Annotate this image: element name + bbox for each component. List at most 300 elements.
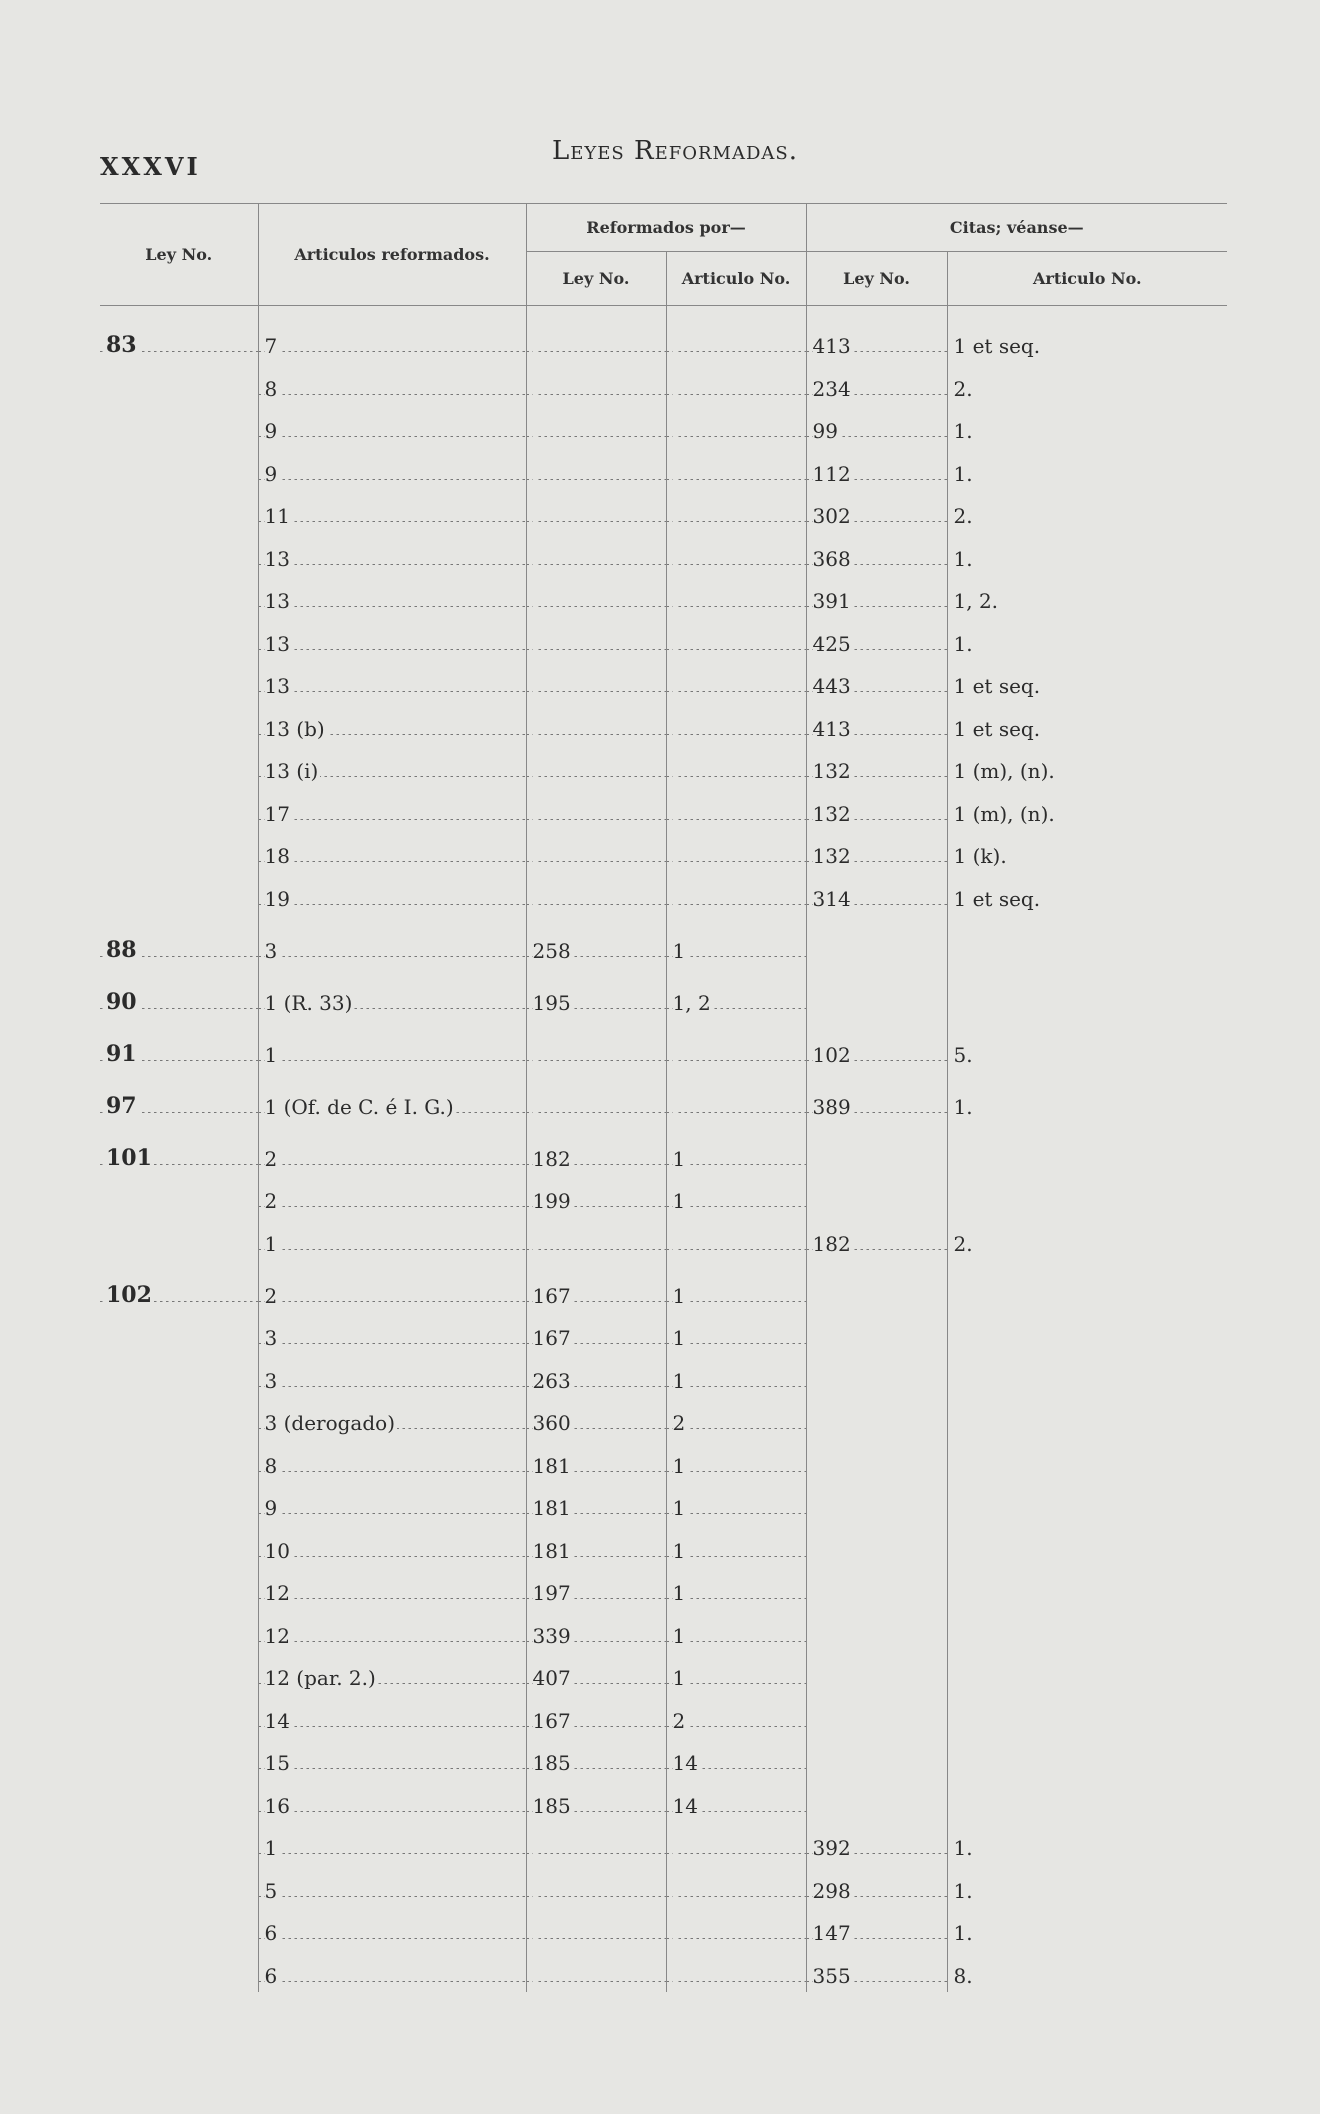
cell-reformado-ley-no-text: [533, 844, 535, 868]
cell-cita-articulo-no-text: 2.: [953, 1231, 973, 1256]
cell-reformado-articulo-no-text: [673, 1964, 675, 1988]
cell-cita-articulo-no-text: [954, 991, 956, 1015]
cell-reformado-articulo-no-text: [673, 589, 675, 613]
cell-ley-no-text: [106, 1579, 108, 1605]
cell-cita-ley-no: [806, 787, 947, 830]
cell-reformado-articulo-no-text: 1: [672, 1146, 686, 1171]
cell-cita-articulo-no-text: 1 et seq.: [953, 674, 1041, 698]
cell-cita-ley-no: [806, 1907, 947, 1950]
cell-reformado-ley-no-text: 181: [532, 1453, 571, 1478]
cell-articulo-reformado: [258, 1864, 526, 1907]
cell-ley-no-text: [106, 1494, 108, 1520]
cell-cita-articulo-no-text: 2.: [953, 376, 973, 401]
table-row: [100, 702, 1227, 745]
cell-cita-articulo-no: [947, 967, 1227, 1019]
cell-cita-ley-no: [806, 1354, 947, 1397]
cell-ley-no-text: 83: [106, 332, 137, 358]
cell-ley-no-text: [106, 375, 108, 401]
cell-cita-articulo-no: [947, 362, 1227, 405]
cell-cita-articulo-no: [947, 1482, 1227, 1525]
cell-reformado-articulo-no-text: [673, 674, 675, 698]
cell-reformado-articulo-no-text: 1: [672, 1623, 686, 1648]
cell-ley-no-text: [106, 1834, 108, 1860]
cell-reformado-ley-no-text: [533, 802, 535, 826]
cell-ley-no-text: [106, 545, 108, 571]
cell-articulo-reformado: [258, 306, 526, 363]
cell-ley-no-text: [106, 1919, 108, 1945]
cell-articulo-reformado-text: 17: [264, 801, 290, 826]
cell-ley-no-text: [106, 1792, 108, 1818]
cell-articulo-reformado-text: 8: [264, 1453, 278, 1478]
page-title: Leyes Reformadas.: [552, 136, 798, 166]
cell-reformado-ley-no: [526, 1694, 666, 1737]
header-ley-no: Ley No.: [100, 204, 258, 306]
cell-ley-no: [100, 532, 258, 575]
cell-cita-articulo-no-text: [954, 1326, 956, 1350]
cell-reformado-articulo-no: [666, 1822, 806, 1865]
cell-cita-articulo-no: [947, 1652, 1227, 1695]
cell-reformado-articulo-no: [666, 617, 806, 660]
cell-cita-articulo-no: [947, 1397, 1227, 1440]
cell-articulo-reformado: [258, 1217, 526, 1260]
cell-articulo-reformado: [258, 1175, 526, 1218]
cell-reformado-ley-no-text: [533, 1095, 535, 1119]
cell-cita-ley-no-text: [813, 991, 815, 1015]
cell-cita-ley-no: [806, 1949, 947, 1992]
cell-reformado-articulo-no: [666, 1779, 806, 1822]
cell-cita-ley-no-text: [813, 1147, 815, 1171]
table-row: [100, 1524, 1227, 1567]
cell-cita-articulo-no: [947, 490, 1227, 533]
cell-cita-ley-no: [806, 1260, 947, 1312]
table-row: [100, 1949, 1227, 1992]
cell-ley-no: [100, 362, 258, 405]
cell-reformado-articulo-no-text: [673, 717, 675, 741]
cell-cita-ley-no: [806, 660, 947, 703]
cell-reformado-ley-no: [526, 575, 666, 618]
cell-reformado-articulo-no-text: 1: [672, 1666, 686, 1690]
cell-articulo-reformado-text: 1: [264, 1836, 278, 1860]
cell-ley-no-text: [106, 1324, 108, 1350]
cell-articulo-reformado-text: 12: [264, 1581, 290, 1605]
cell-reformado-ley-no-text: [533, 1921, 535, 1945]
cell-reformado-ley-no-text: [533, 717, 535, 741]
cell-ley-no-text: [106, 1707, 108, 1733]
cell-cita-ley-no: [806, 1397, 947, 1440]
cell-reformado-ley-no-text: [533, 632, 535, 656]
cell-reformado-articulo-no: [666, 1260, 806, 1312]
cell-cita-articulo-no-text: [954, 939, 956, 963]
cell-articulo-reformado: [258, 1524, 526, 1567]
cell-reformado-articulo-no-text: 2: [672, 1411, 686, 1435]
cell-reformado-articulo-no-text: 1: [672, 1538, 686, 1563]
cell-articulo-reformado: [258, 660, 526, 703]
table-row: [100, 1907, 1227, 1950]
cell-cita-ley-no-text: [813, 1666, 815, 1690]
table-row: [100, 660, 1227, 703]
cell-cita-articulo-no-text: 2.: [953, 504, 973, 528]
table-row: [100, 967, 1227, 1019]
cell-ley-no: [100, 1652, 258, 1695]
cell-articulo-reformado-text: 6: [264, 1963, 278, 1988]
cell-ley-no: [100, 1071, 258, 1123]
cell-ley-no: [100, 830, 258, 873]
cell-articulo-reformado: [258, 575, 526, 618]
cell-cita-articulo-no-text: [954, 1411, 956, 1435]
cell-articulo-reformado-text: 12 (par. 2.): [264, 1666, 376, 1690]
cell-articulo-reformado: [258, 915, 526, 967]
laws-table: [100, 203, 1227, 1992]
cell-reformado-articulo-no: [666, 1217, 806, 1260]
cell-reformado-ley-no: [526, 967, 666, 1019]
cell-articulo-reformado-text: 2: [264, 1146, 278, 1171]
cell-reformado-articulo-no-text: [673, 1921, 675, 1945]
table-row: [100, 915, 1227, 967]
cell-articulo-reformado: [258, 1260, 526, 1312]
cell-articulo-reformado-text: 13 (b): [264, 716, 325, 741]
table-row: [100, 1123, 1227, 1175]
cell-cita-articulo-no-text: [954, 1624, 956, 1648]
cell-reformado-ley-no-text: [533, 1043, 535, 1067]
cell-cita-ley-no-text: 391: [812, 589, 851, 613]
cell-reformado-ley-no-text: 185: [532, 1793, 571, 1818]
cell-articulo-reformado: [258, 787, 526, 830]
cell-reformado-articulo-no-text: [673, 1232, 675, 1256]
cell-articulo-reformado-text: 2: [264, 1189, 278, 1213]
cell-ley-no-text: [106, 587, 108, 613]
cell-cita-ley-no: [806, 1609, 947, 1652]
cell-cita-ley-no-text: [813, 1709, 815, 1733]
cell-cita-articulo-no: [947, 1609, 1227, 1652]
cell-cita-articulo-no-text: [954, 1284, 956, 1308]
table-row: [100, 1439, 1227, 1482]
cell-reformado-articulo-no-text: 2: [672, 1708, 686, 1733]
cell-cita-ley-no: [806, 1737, 947, 1780]
cell-articulo-reformado: [258, 1652, 526, 1695]
cell-cita-articulo-no: [947, 1567, 1227, 1610]
cell-reformado-articulo-no-text: 1: [672, 1368, 686, 1393]
cell-reformado-ley-no: [526, 1439, 666, 1482]
cell-cita-articulo-no-text: 1 et seq.: [953, 716, 1041, 741]
cell-reformado-articulo-no: [666, 702, 806, 745]
table-row: [100, 1397, 1227, 1440]
cell-cita-articulo-no-text: 1 (k).: [953, 844, 1007, 868]
cell-reformado-articulo-no: [666, 1864, 806, 1907]
cell-articulo-reformado: [258, 532, 526, 575]
cell-cita-articulo-no: [947, 1694, 1227, 1737]
cell-articulo-reformado: [258, 1737, 526, 1780]
table-row: [100, 1567, 1227, 1610]
cell-cita-ley-no-text: [813, 1751, 815, 1775]
cell-reformado-articulo-no-text: [673, 334, 675, 358]
cell-cita-articulo-no-text: [954, 1539, 956, 1563]
cell-cita-articulo-no: [947, 575, 1227, 618]
cell-reformado-ley-no-text: [533, 674, 535, 698]
cell-cita-ley-no-text: 368: [812, 546, 851, 571]
table-row: [100, 1737, 1227, 1780]
cell-articulo-reformado-text: 11: [264, 504, 290, 528]
header-articulos-reformados: Articulos reformados.: [258, 204, 526, 306]
cell-cita-ley-no: [806, 1123, 947, 1175]
cell-articulo-reformado: [258, 1907, 526, 1950]
cell-reformado-ley-no: [526, 1260, 666, 1312]
cell-ley-no: [100, 1949, 258, 1992]
cell-reformado-articulo-no: [666, 306, 806, 363]
cell-cita-articulo-no: [947, 1524, 1227, 1567]
cell-reformado-articulo-no-text: [673, 547, 675, 571]
cell-cita-ley-no-text: 112: [812, 461, 851, 486]
cell-reformado-ley-no: [526, 1822, 666, 1865]
cell-articulo-reformado-text: 1 (R. 33): [264, 990, 353, 1015]
table-body: [100, 306, 1227, 1992]
cell-cita-ley-no: [806, 1312, 947, 1355]
cell-ley-no: [100, 702, 258, 745]
cell-reformado-articulo-no-text: 1: [672, 1326, 686, 1350]
cell-articulo-reformado-text: 13: [264, 589, 290, 613]
cell-cita-ley-no-text: 182: [812, 1231, 851, 1256]
cell-cita-ley-no-text: [813, 1496, 815, 1520]
cell-cita-ley-no-text: [813, 1284, 815, 1308]
cell-reformado-articulo-no: [666, 1354, 806, 1397]
cell-reformado-articulo-no: [666, 490, 806, 533]
cell-ley-no-text: [106, 460, 108, 486]
cell-reformado-articulo-no-text: [673, 802, 675, 826]
cell-ley-no-text: [106, 885, 108, 911]
cell-articulo-reformado: [258, 702, 526, 745]
cell-reformado-ley-no: [526, 1123, 666, 1175]
table-row: [100, 362, 1227, 405]
cell-articulo-reformado-text: 13 (i): [264, 759, 319, 783]
cell-reformado-ley-no: [526, 306, 666, 363]
cell-articulo-reformado-text: 6: [264, 1921, 278, 1945]
cell-reformado-ley-no-text: [533, 1964, 535, 1988]
cell-cita-articulo-no-text: [954, 1454, 956, 1478]
cell-cita-ley-no: [806, 1217, 947, 1260]
cell-articulo-reformado: [258, 1779, 526, 1822]
cell-ley-no: [100, 1524, 258, 1567]
table-row: [100, 872, 1227, 915]
cell-reformado-ley-no-text: [533, 334, 535, 358]
cell-reformado-ley-no-text: 258: [532, 938, 571, 963]
cell-ley-no: [100, 1312, 258, 1355]
cell-ley-no: [100, 1260, 258, 1312]
cell-cita-articulo-no-text: [954, 1189, 956, 1213]
cell-ley-no: [100, 872, 258, 915]
cell-cita-ley-no: [806, 1524, 947, 1567]
cell-cita-ley-no: [806, 1864, 947, 1907]
table-row: [100, 617, 1227, 660]
cell-articulo-reformado-text: 1: [264, 1231, 278, 1256]
cell-articulo-reformado: [258, 1071, 526, 1123]
cell-reformado-ley-no-text: 360: [532, 1411, 571, 1435]
cell-cita-ley-no: [806, 967, 947, 1019]
cell-reformado-articulo-no: [666, 1609, 806, 1652]
cell-cita-ley-no: [806, 1439, 947, 1482]
cell-articulo-reformado: [258, 1397, 526, 1440]
cell-cita-ley-no: [806, 1694, 947, 1737]
cell-cita-articulo-no: [947, 1123, 1227, 1175]
cell-cita-articulo-no-text: [954, 1709, 956, 1733]
cell-reformado-ley-no: [526, 405, 666, 448]
cell-reformado-articulo-no: [666, 447, 806, 490]
cell-reformado-articulo-no: [666, 1949, 806, 1992]
cell-reformado-ley-no: [526, 830, 666, 873]
cell-ley-no: [100, 405, 258, 448]
cell-reformado-articulo-no: [666, 575, 806, 618]
cell-reformado-articulo-no: [666, 967, 806, 1019]
table-row: [100, 1019, 1227, 1071]
cell-cita-ley-no-text: 132: [812, 759, 851, 783]
cell-ley-no: [100, 1779, 258, 1822]
cell-reformado-articulo-no: [666, 745, 806, 788]
cell-articulo-reformado-text: 13: [264, 631, 290, 656]
cell-reformado-ley-no: [526, 1949, 666, 1992]
cell-articulo-reformado-text: 2: [264, 1283, 278, 1308]
cell-reformado-ley-no-text: [533, 419, 535, 443]
cell-ley-no: [100, 447, 258, 490]
cell-cita-articulo-no: [947, 1175, 1227, 1218]
cell-ley-no: [100, 1019, 258, 1071]
cell-reformado-ley-no-text: [533, 1879, 535, 1903]
cell-reformado-articulo-no: [666, 1123, 806, 1175]
cell-reformado-ley-no-text: [533, 377, 535, 401]
cell-cita-ley-no-text: 132: [812, 844, 851, 868]
cell-reformado-articulo-no-text: [673, 1879, 675, 1903]
cell-cita-ley-no-text: 355: [812, 1963, 851, 1988]
table-row: [100, 306, 1227, 363]
cell-cita-articulo-no-text: [954, 1581, 956, 1605]
cell-cita-articulo-no: [947, 1019, 1227, 1071]
cell-reformado-ley-no: [526, 617, 666, 660]
table-row: [100, 830, 1227, 873]
cell-articulo-reformado-text: 9: [264, 461, 278, 486]
cell-reformado-articulo-no: [666, 1737, 806, 1780]
table-header: [100, 204, 1227, 306]
cell-cita-articulo-no-text: 1, 2.: [953, 589, 999, 613]
cell-reformado-articulo-no-text: [673, 1095, 675, 1119]
cell-reformado-articulo-no: [666, 1439, 806, 1482]
cell-reformado-articulo-no-text: [673, 844, 675, 868]
table-row: [100, 1779, 1227, 1822]
cell-ley-no-text: [106, 1537, 108, 1563]
cell-ley-no: [100, 1822, 258, 1865]
cell-reformado-articulo-no: [666, 787, 806, 830]
cell-cita-ley-no: [806, 872, 947, 915]
cell-reformado-ley-no-text: 182: [532, 1146, 571, 1171]
cell-reformado-ley-no: [526, 1779, 666, 1822]
cell-articulo-reformado: [258, 967, 526, 1019]
cell-reformado-articulo-no-text: 1: [672, 1453, 686, 1478]
cell-reformado-articulo-no-text: 14: [672, 1793, 698, 1818]
cell-cita-articulo-no: [947, 1354, 1227, 1397]
cell-cita-ley-no-text: 392: [812, 1836, 851, 1860]
cell-ley-no: [100, 1694, 258, 1737]
cell-cita-articulo-no-text: 1.: [953, 1094, 973, 1119]
cell-reformado-articulo-no: [666, 1567, 806, 1610]
cell-articulo-reformado-text: 3: [264, 1368, 278, 1393]
cell-cita-ley-no: [806, 1822, 947, 1865]
cell-cita-articulo-no: [947, 1907, 1227, 1950]
cell-cita-articulo-no: [947, 1217, 1227, 1260]
header-reformados-por: Reformados por—: [526, 204, 806, 252]
cell-articulo-reformado: [258, 405, 526, 448]
table-row: [100, 1354, 1227, 1397]
cell-ley-no: [100, 1123, 258, 1175]
cell-articulo-reformado: [258, 490, 526, 533]
table-row: [100, 787, 1227, 830]
cell-reformado-ley-no-text: [533, 1232, 535, 1256]
cell-articulo-reformado: [258, 447, 526, 490]
cell-articulo-reformado-text: 13: [264, 546, 290, 571]
cell-ley-no: [100, 915, 258, 967]
cell-articulo-reformado-text: 16: [264, 1793, 290, 1818]
cell-cita-articulo-no-text: 1.: [953, 1836, 973, 1860]
cell-reformado-ley-no: [526, 1652, 666, 1695]
cell-ley-no: [100, 787, 258, 830]
cell-reformado-articulo-no: [666, 1312, 806, 1355]
table-row: [100, 1609, 1227, 1652]
cell-articulo-reformado-text: 7: [264, 334, 278, 358]
cell-reformado-ley-no-text: [533, 887, 535, 911]
cell-cita-articulo-no-text: 1.: [953, 1921, 973, 1945]
cell-ley-no-text: 102: [106, 1281, 152, 1308]
cell-cita-articulo-no-text: 1.: [953, 419, 973, 443]
cell-cita-articulo-no: [947, 617, 1227, 660]
header-ref-articulo-no: Articulo No.: [666, 252, 806, 306]
cell-reformado-articulo-no: [666, 915, 806, 967]
cell-articulo-reformado: [258, 362, 526, 405]
cell-reformado-articulo-no-text: 1: [672, 1581, 686, 1605]
cell-ley-no: [100, 1217, 258, 1260]
cell-cita-articulo-no-text: 1 (m), (n).: [953, 801, 1055, 826]
cell-ley-no: [100, 1397, 258, 1440]
cell-articulo-reformado: [258, 1482, 526, 1525]
table-row: [100, 1482, 1227, 1525]
cell-reformado-ley-no: [526, 702, 666, 745]
cell-reformado-articulo-no: [666, 1482, 806, 1525]
cell-cita-ley-no: [806, 702, 947, 745]
cell-reformado-articulo-no: [666, 830, 806, 873]
cell-articulo-reformado-text: 15: [264, 1751, 290, 1775]
cell-cita-articulo-no-text: [954, 1794, 956, 1818]
cell-cita-articulo-no-text: 1.: [953, 631, 973, 656]
cell-ley-no: [100, 1567, 258, 1610]
cell-cita-ley-no-text: 425: [812, 631, 851, 656]
cell-ley-no: [100, 1354, 258, 1397]
cell-reformado-articulo-no: [666, 1652, 806, 1695]
cell-cita-articulo-no: [947, 1260, 1227, 1312]
cell-ley-no-text: [106, 502, 108, 528]
cell-reformado-ley-no: [526, 1609, 666, 1652]
cell-reformado-ley-no-text: 167: [532, 1283, 571, 1308]
cell-cita-articulo-no: [947, 915, 1227, 967]
cell-reformado-ley-no: [526, 1312, 666, 1355]
cell-reformado-articulo-no-text: [673, 759, 675, 783]
cell-reformado-ley-no-text: 167: [532, 1326, 571, 1350]
cell-cita-articulo-no: [947, 1822, 1227, 1865]
cell-cita-ley-no-text: 102: [812, 1042, 851, 1067]
cell-articulo-reformado-text: 3: [264, 1326, 278, 1350]
header-cita-articulo-no: Articulo No.: [947, 252, 1227, 306]
cell-cita-articulo-no: [947, 1071, 1227, 1123]
cell-articulo-reformado: [258, 1123, 526, 1175]
cell-articulo-reformado-text: 9: [264, 419, 278, 443]
cell-articulo-reformado-text: 5: [264, 1878, 278, 1903]
cell-cita-articulo-no-text: [954, 1751, 956, 1775]
cell-cita-ley-no: [806, 830, 947, 873]
cell-reformado-articulo-no-text: 1: [672, 1283, 686, 1308]
cell-reformado-ley-no-text: 167: [532, 1708, 571, 1733]
